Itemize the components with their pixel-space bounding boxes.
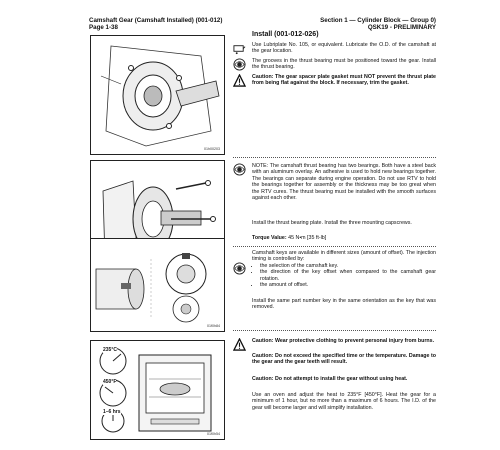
page-header-right (268, 17, 436, 32)
lubricate-icon (233, 42, 246, 55)
section-divider (233, 157, 436, 158)
figure-camshaft-key (90, 238, 225, 332)
camshaft-illustration (91, 36, 224, 154)
figure-camshaft-lubricate (90, 35, 225, 155)
install-title: Install (001-012-026) (252, 31, 319, 38)
caution-icon (233, 338, 246, 351)
torque-value: 45 N•m [35 ft-lb] (288, 235, 327, 241)
torque-label: Torque Value: (252, 235, 287, 241)
thrust-install-text: Install the thrust bearing plate. Install the three mounting capscrews. (252, 220, 412, 226)
header-section: Section 1 — Cylinder Block — Group 0) (320, 17, 436, 24)
inspect-icon (233, 58, 246, 71)
inspect-icon (233, 163, 246, 176)
list-item: • the direction of the key offset when compared to the camshaft gear rotation. (260, 269, 436, 282)
temp-fahrenheit-label: 450°F (103, 379, 117, 385)
heat-instructions-text: Use an oven and adjust the heat to 235°F [450°F]. Heat the gear for a minimum of 1 hour, but no more than a maximum of 6 hours. The I.D. of the gear will become larger and will simplify installation. (252, 392, 436, 411)
caution-icon (233, 74, 246, 87)
caution-heat-text: Caution: Do not attempt to install the gear without using heat. (252, 376, 408, 382)
caution-burns-text: Caution: Wear protective clothing to prevent personal injury from burns. (252, 338, 435, 344)
torque-line (252, 235, 436, 241)
keys-list (252, 263, 436, 289)
lubricate-text: Use Lubriplate No. 105, or equivalent. Lubricate the O.D. of the camshaft at the gear location. (252, 42, 436, 55)
list-item: • the amount of offset. (260, 282, 436, 288)
section-divider (233, 330, 436, 331)
thrust-note-text: NOTE: The camshaft thrust bearing has two bearings. Both have a steel back with an aluminum overlay. An adhesive is used to hold new bearings together. The bearings can separate during engine operation. Do not use RTV to hold the bearings together for assembly or the thickness may be too great when the RTV cures. The thrust bearing must be installed with the smooth surfaces against each other. (252, 163, 436, 202)
page-header-left (89, 17, 222, 32)
time-label: 1–6 hrs (103, 409, 121, 415)
grooves-text: The grooves in the thrust bearing must be positioned toward the gear. Install the thrust bearing. (252, 58, 436, 71)
section-divider (233, 246, 436, 247)
keys-section (252, 250, 436, 288)
inspect-icon (233, 262, 246, 275)
temp-celsius-label: 235°C (103, 347, 117, 353)
figure-id: 01f0h54 (207, 432, 220, 436)
oven-illustration (91, 341, 224, 439)
header-title: Camshaft Gear (Camshaft Installed) (001-012) (89, 17, 223, 24)
camshaft-key-illustration (91, 239, 224, 331)
caution-gasket-text: Caution: The gear spacer plate gasket must NOT prevent the thrust plate from being flat against the block. If necessary, trim the gasket. (252, 74, 436, 87)
keys-intro-text: Camshaft keys are available in different sizes (amount of offset). The injection timing is controlled by: (252, 250, 436, 263)
header-model: QSK19 - PRELIMINARY (367, 24, 436, 32)
caution-temperature-text: Caution: Do not exceed the specified time or the temperature. Damage to the gear and the gear teeth will result. (252, 353, 436, 366)
header-page: Page 1-38 (89, 24, 118, 32)
figure-id: 01h00203 (204, 147, 220, 151)
figure-id: 01f0h84 (207, 324, 220, 328)
figure-oven (90, 340, 225, 440)
keys-install-text: Install the same part number key in the same orientation as the key that was removed. (252, 298, 436, 311)
list-item: • the selection of the camshaft key. (260, 263, 436, 269)
